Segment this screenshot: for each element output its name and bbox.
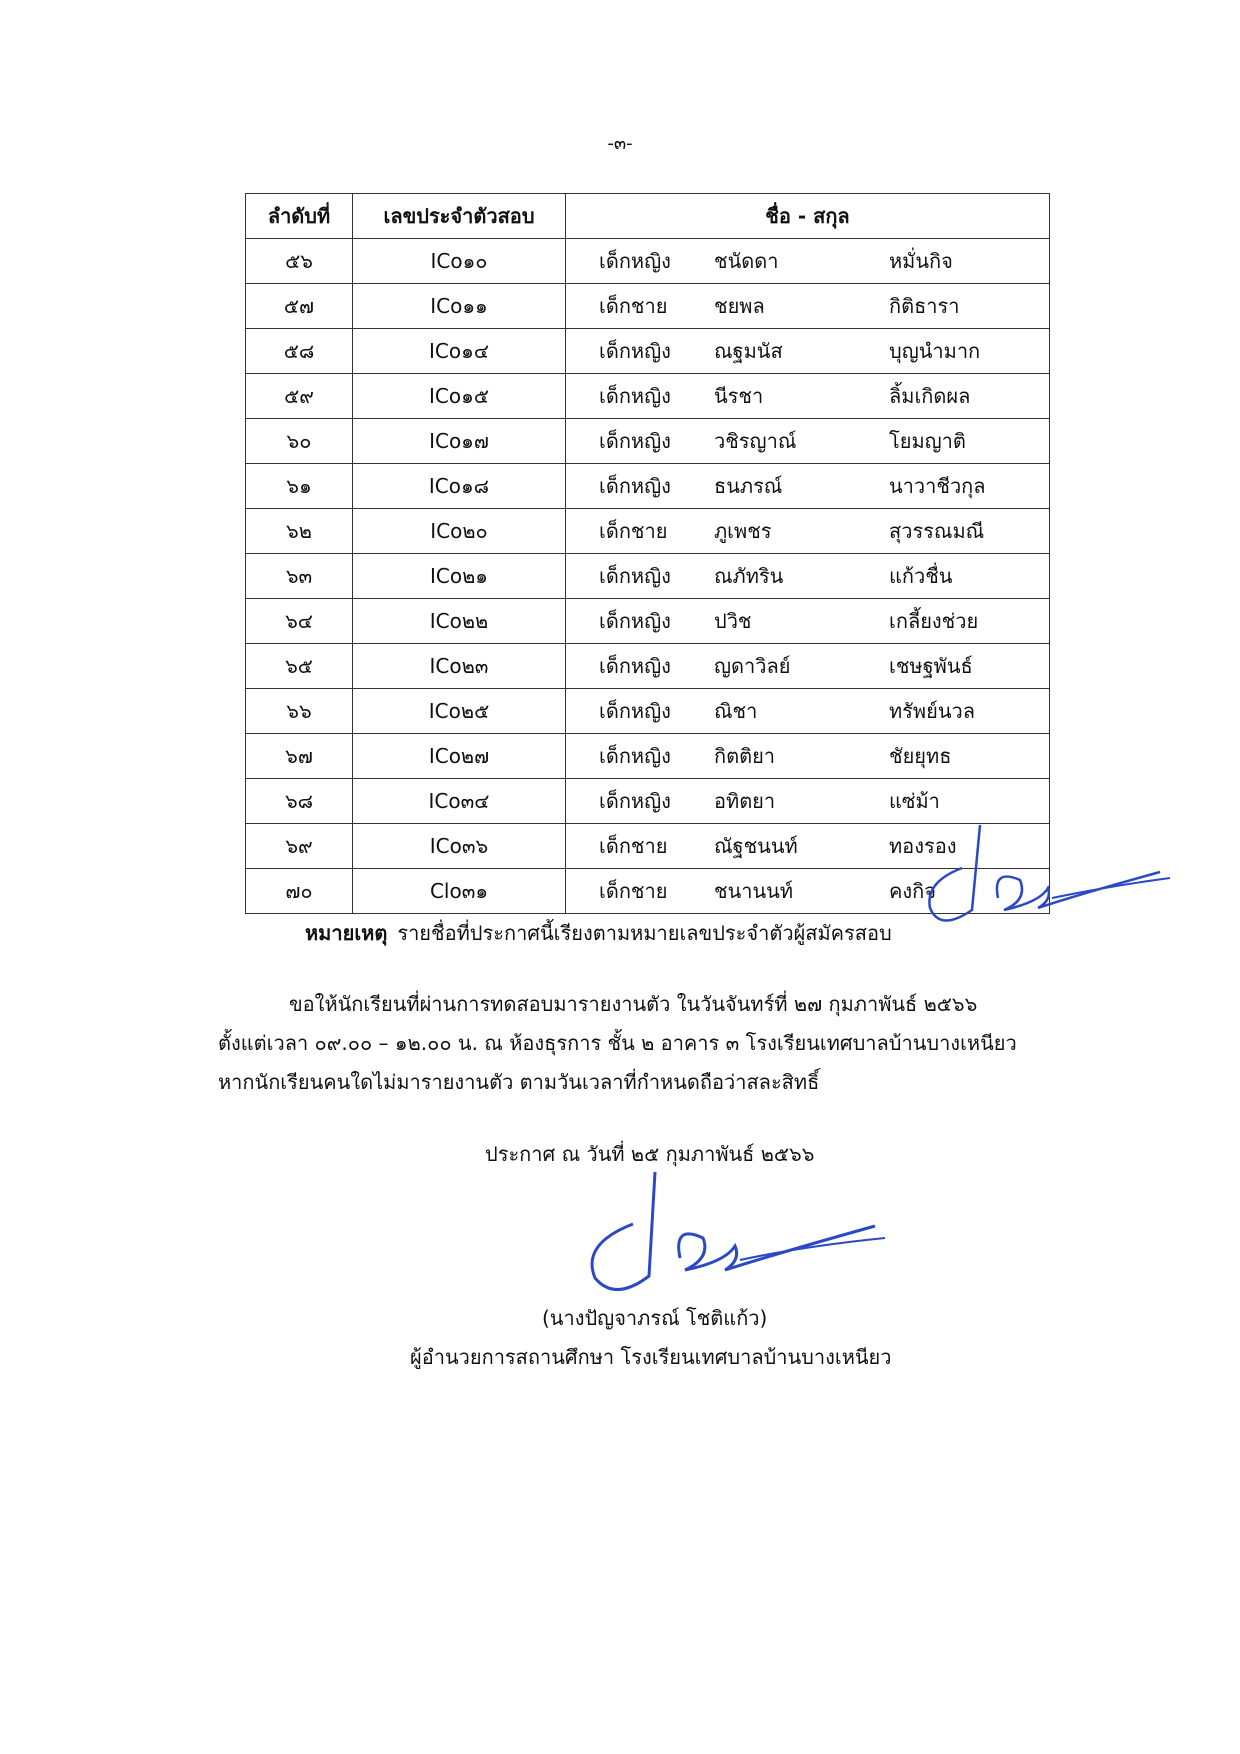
row-last-name: ทองรอง (889, 834, 957, 858)
row-title: เด็กหญิง (599, 699, 671, 723)
table-row (246, 419, 1050, 464)
table-row (246, 509, 1050, 554)
row-no: ๗๐ (246, 869, 353, 914)
row-exam-id: Clo๓๑ (353, 869, 566, 914)
table-row (246, 284, 1050, 329)
row-first-name: ณัฐชนนท์ (714, 834, 798, 858)
table-body (246, 239, 1050, 914)
row-exam-id: ICo๑๔ (353, 329, 566, 374)
table-row (246, 689, 1050, 734)
row-first-name: วชิรญาณ์ (714, 429, 797, 453)
note-text: รายชื่อที่ประกาศนี้เรียงตามหมายเลขประจำตัวผู้สมัครสอบ (397, 921, 892, 945)
header-exam-id: เลขประจำตัวสอบ (353, 194, 566, 239)
row-exam-id: ICo๒๐ (353, 509, 566, 554)
table-header-row (246, 194, 1050, 239)
row-last-name: คงกิจ (889, 879, 936, 903)
row-first-name: ณิชา (714, 699, 758, 723)
row-last-name: นาวาชีวกุล (889, 474, 986, 498)
row-name (566, 689, 1050, 734)
row-first-name: อทิตยา (714, 789, 776, 813)
row-no: ๖๔ (246, 599, 353, 644)
row-first-name: นีรชา (714, 384, 764, 408)
row-first-name: ภูเพชร (714, 519, 772, 543)
row-title: เด็กหญิง (599, 609, 671, 633)
page-number: -๓- (607, 133, 633, 154)
table-row (246, 239, 1050, 284)
para-line-1: ขอให้นักเรียนที่ผ่านการทดสอบมารายงานตัว ในวันจันทร์ที่ ๒๗ กุมภาพันธ์ ๒๕๖๖ (289, 992, 978, 1016)
table-row (246, 779, 1050, 824)
row-no: ๖๗ (246, 734, 353, 779)
row-last-name: ชัยยุทธ (889, 744, 952, 768)
row-title: เด็กหญิง (599, 339, 671, 363)
row-title: เด็กหญิง (599, 564, 671, 588)
row-title: เด็กหญิง (599, 744, 671, 768)
student-table (245, 193, 1050, 914)
table-row (246, 734, 1050, 779)
row-title: เด็กชาย (599, 879, 668, 903)
table-row (246, 554, 1050, 599)
signer-name: (นางปัญจาภรณ์ โชติแก้ว) (542, 1306, 768, 1330)
row-name (566, 734, 1050, 779)
row-exam-id: ICo๒๒ (353, 599, 566, 644)
row-name (566, 329, 1050, 374)
row-no: ๖๒ (246, 509, 353, 554)
row-exam-id: ICo๑๕ (353, 374, 566, 419)
row-title: เด็กหญิง (599, 474, 671, 498)
table-row (246, 464, 1050, 509)
para-line-3: หากนักเรียนคนใดไม่มารายงานตัว ตามวันเวลาที่กำหนดถือว่าสละสิทธิ์ (218, 1070, 820, 1094)
row-last-name: หมั่นกิจ (889, 249, 953, 273)
row-exam-id: ICo๒๑ (353, 554, 566, 599)
row-name (566, 374, 1050, 419)
row-title: เด็กหญิง (599, 789, 671, 813)
row-last-name: แก้วชื่น (889, 564, 953, 588)
row-title: เด็กหญิง (599, 384, 671, 408)
row-no: ๕๖ (246, 239, 353, 284)
row-last-name: เกลี้ยงช่วย (889, 609, 979, 633)
row-first-name: ชยพล (714, 294, 765, 318)
row-exam-id: ICo๑๑ (353, 284, 566, 329)
table-row (246, 599, 1050, 644)
row-name (566, 779, 1050, 824)
row-last-name: ลิ้มเกิดผล (889, 384, 971, 408)
row-first-name: ณภัทริน (714, 564, 784, 588)
row-no: ๖๕ (246, 644, 353, 689)
row-first-name: ณฐมนัส (714, 339, 783, 363)
row-title: เด็กหญิง (599, 249, 671, 273)
row-first-name: ชนัดดา (714, 249, 779, 273)
row-name (566, 509, 1050, 554)
row-title: เด็กหญิง (599, 654, 671, 678)
table-row (246, 329, 1050, 374)
note-label: หมายเหตุ (305, 921, 388, 945)
row-title: เด็กชาย (599, 294, 668, 318)
header-no: ลำดับที่ (246, 194, 353, 239)
row-name (566, 239, 1050, 284)
row-first-name: ธนภรณ์ (714, 474, 783, 498)
announcement-date: ประกาศ ณ วันที่ ๒๕ กุมภาพันธ์ ๒๕๖๖ (485, 1142, 815, 1166)
signature-main (575, 1166, 895, 1301)
row-exam-id: ICo๓๔ (353, 779, 566, 824)
signer-title: ผู้อำนวยการสถานศึกษา โรงเรียนเทศบาลบ้านบางเหนียว (410, 1345, 892, 1369)
row-last-name: บุญนำมาก (889, 339, 981, 363)
row-exam-id: ICo๑๘ (353, 464, 566, 509)
signature-table (920, 820, 1180, 940)
row-name (566, 464, 1050, 509)
row-no: ๕๗ (246, 284, 353, 329)
row-no: ๖๖ (246, 689, 353, 734)
row-no: ๕๙ (246, 374, 353, 419)
table-row (246, 644, 1050, 689)
row-first-name: ชนานนท์ (714, 879, 794, 903)
row-exam-id: ICo๒๗ (353, 734, 566, 779)
row-last-name: แซ่ม้า (889, 789, 940, 813)
row-last-name: กิติธารา (889, 294, 960, 318)
header-name: ชื่อ - สกุล (566, 194, 1050, 239)
table-row (246, 374, 1050, 419)
row-no: ๕๘ (246, 329, 353, 374)
row-exam-id: ICo๓๖ (353, 824, 566, 869)
row-name (566, 284, 1050, 329)
row-first-name: ญดาวิลย์ (714, 654, 791, 678)
row-name (566, 554, 1050, 599)
row-last-name: ทรัพย์นวล (889, 699, 975, 723)
row-first-name: กิตติยา (714, 744, 776, 768)
row-no: ๖๘ (246, 779, 353, 824)
row-last-name: เชษฐพันธ์ (889, 654, 973, 678)
row-no: ๖๓ (246, 554, 353, 599)
para-line-2: ตั้งแต่เวลา ๐๙.๐๐ – ๑๒.๐๐ น. ณ ห้องธุรการ ชั้น ๒ อาคาร ๓ โรงเรียนเทศบาลบ้านบางเหนียว (218, 1031, 1017, 1055)
row-title: เด็กหญิง (599, 429, 671, 453)
row-name (566, 419, 1050, 464)
row-last-name: สุวรรณมณี (889, 519, 985, 543)
row-exam-id: ICo๑๗ (353, 419, 566, 464)
row-last-name: โยมญาติ (889, 429, 966, 453)
row-name (566, 644, 1050, 689)
row-no: ๖๑ (246, 464, 353, 509)
row-title: เด็กชาย (599, 519, 668, 543)
report-instructions (218, 985, 1118, 1102)
row-first-name: ปวิช (714, 609, 752, 633)
row-title: เด็กชาย (599, 834, 668, 858)
row-exam-id: ICo๒๕ (353, 689, 566, 734)
row-no: ๖๙ (246, 824, 353, 869)
row-exam-id: ICo๒๓ (353, 644, 566, 689)
row-exam-id: ICo๑๐ (353, 239, 566, 284)
row-no: ๖๐ (246, 419, 353, 464)
row-name (566, 599, 1050, 644)
note (305, 917, 892, 949)
